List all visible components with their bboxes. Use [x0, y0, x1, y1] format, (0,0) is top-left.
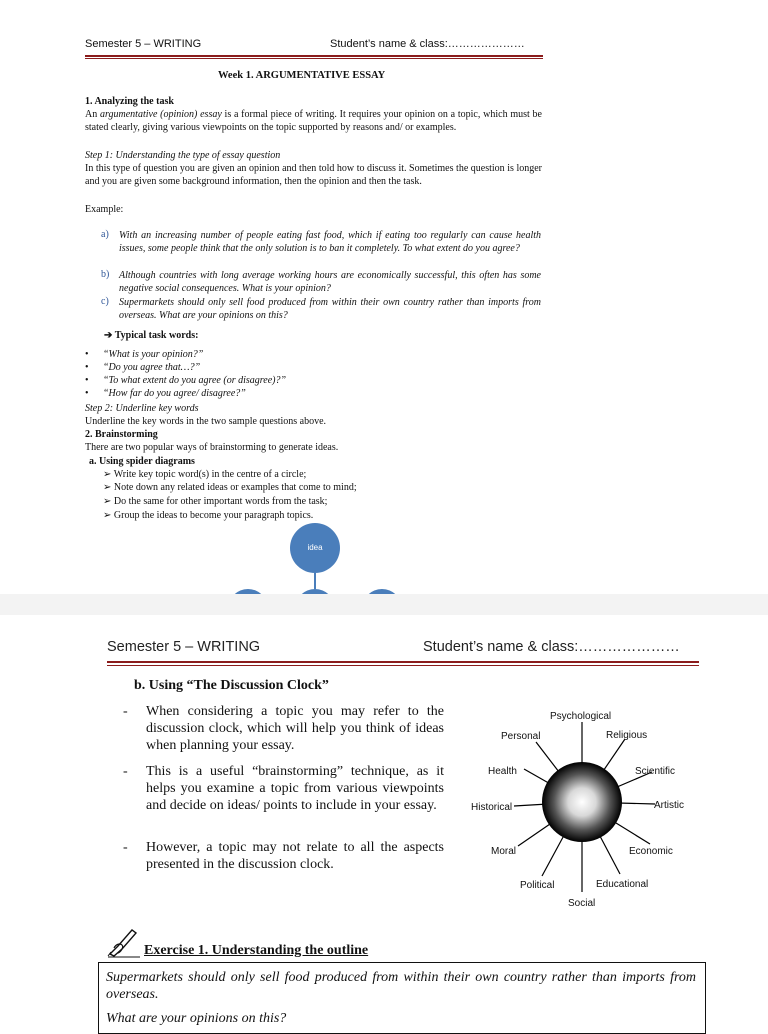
- clock-label: Social: [568, 898, 596, 909]
- exercise-question: What are your opinions on this?: [106, 1011, 287, 1026]
- dash-bullet: -: [123, 704, 128, 719]
- spider-step: [103, 509, 313, 522]
- arrow-bullet-icon: ➢: [103, 496, 112, 507]
- heading-b: b. Using “The Discussion Clock”: [134, 678, 329, 693]
- page2-header: [107, 639, 699, 655]
- bullet: •: [85, 375, 89, 386]
- bullet: •: [85, 388, 89, 399]
- header-rule-thin: [107, 665, 699, 666]
- dash-bullet: -: [123, 764, 128, 779]
- clock-centre: [542, 762, 622, 842]
- sub-heading-a: a. Using spider diagrams: [89, 456, 195, 467]
- writing-hand-icon: [106, 926, 142, 958]
- task-word-text: “Do you agree that…?”: [103, 362, 201, 373]
- discussion-clock-diagram: [470, 704, 695, 912]
- clock-point: When considering a topic you may refer to the discussion clock, which will help you think of ideas when planning your essay.: [146, 704, 444, 753]
- example-letter: b): [101, 269, 110, 280]
- spider-step-text: Group the ideas to become your paragraph topics.: [113, 510, 314, 521]
- clock-label: Religious: [606, 730, 648, 741]
- spider-step: [103, 481, 357, 494]
- header-right: Student’s name & class:…………………: [330, 38, 525, 50]
- page1-header: [85, 38, 543, 50]
- clock-label: Educational: [596, 879, 649, 890]
- example-letter: a): [101, 229, 109, 240]
- clock-label: Moral: [491, 846, 517, 857]
- clock-point: This is a useful “brainstorming” technique, as it helps you examine a topic from various viewpoints and decide on ideas/ points to include in your essay.: [146, 764, 444, 813]
- clock-label: Personal: [501, 731, 541, 742]
- step-2-heading: Step 2: Underline key words: [85, 403, 199, 414]
- clock-label: Historical: [471, 802, 513, 813]
- spider-step: [103, 495, 327, 508]
- task-word-text: “What is your opinion?”: [103, 349, 204, 360]
- header-right: Student’s name & class:…………………: [423, 639, 680, 655]
- clock-label: Scientific: [635, 766, 676, 777]
- spider-child-node: [295, 589, 335, 594]
- section-2-heading: 2. Brainstorming: [85, 429, 158, 440]
- arrow-bullet-icon: ➢: [103, 482, 112, 493]
- spider-step-text: Note down any related ideas or examples that come to mind;: [113, 482, 357, 493]
- exercise-statement: Supermarkets should only sell food produced from within their own country rather than imports from overseas.: [106, 970, 696, 1002]
- spider-centre-label: idea: [307, 543, 323, 552]
- header-left: Semester 5 – WRITING: [85, 38, 202, 50]
- clock-label: Artistic: [654, 800, 684, 811]
- spider-connector: [314, 573, 316, 589]
- bullet: •: [85, 362, 89, 373]
- section-2-text: There are two popular ways of brainstorming to generate ideas.: [85, 442, 339, 453]
- task-word-text: “How far do you agree/ disagree?”: [103, 388, 246, 399]
- spider-step: [103, 468, 306, 481]
- example-text: Although countries with long average working hours are economically successful, this often has some negative social consequences. What is your opinion?: [119, 270, 541, 295]
- page-gap: [0, 594, 768, 615]
- spider-step-text: Do the same for other important words from the task;: [113, 496, 328, 507]
- dash-bullet: -: [123, 840, 128, 855]
- clock-point: However, a topic may not relate to all the aspects presented in the discussion clock.: [146, 840, 444, 872]
- arrow-bullet-icon: ➢: [103, 469, 112, 480]
- spider-child-node: [228, 589, 268, 594]
- intro-text-b: is a formal piece of writing. It requires your opinion on a topic, which must be stated clearly, giving various viewpoints on the topic supported by reasons and/ or examples.: [85, 109, 542, 134]
- example-text: With an increasing number of people eating fast food, which if eating too regularly can cause health issues, some people think that the only solution is to ban it completely. To what extent do you agree?: [119, 230, 541, 255]
- example-label: Example:: [85, 204, 124, 215]
- task-words-heading: ➔ Typical task words:: [104, 330, 199, 341]
- task-word-text: “To what extent do you agree (or disagree)?”: [103, 375, 287, 386]
- example-letter: c): [101, 296, 109, 307]
- spider-step-text: Write key topic word(s) in the centre of a circle;: [113, 469, 307, 480]
- header-rule: [85, 55, 543, 57]
- page-title: Week 1. ARGUMENTATIVE ESSAY: [218, 70, 386, 81]
- header-left: Semester 5 – WRITING: [107, 639, 261, 655]
- header-rule-thin: [85, 58, 543, 59]
- spider-child-nodes: [228, 589, 402, 594]
- step-2-text: Underline the key words in the two sample questions above.: [85, 416, 327, 427]
- example-text: Supermarkets should only sell food produced from within their own country rather than imports from overseas. What are your opinions on this?: [119, 297, 541, 322]
- intro-text-a: An: [85, 109, 100, 120]
- spider-child-node: [362, 589, 402, 594]
- clock-label: Economic: [629, 846, 673, 857]
- bullet: •: [85, 349, 89, 360]
- step-1-text: In this type of question you are given an opinion and then told how to discuss it. Sometimes the question is longer and you are given some background information, then the opinion and then the task.: [85, 163, 542, 188]
- clock-label: Psychological: [550, 711, 612, 722]
- intro-term: argumentative (opinion) essay: [99, 109, 222, 120]
- arrow-bullet-icon: ➢: [103, 510, 112, 521]
- section-1-heading: 1. Analyzing the task: [85, 96, 174, 107]
- exercise-heading: Exercise 1. Understanding the outline: [144, 943, 369, 958]
- intro-paragraph: [85, 108, 542, 135]
- clock-label: Political: [520, 880, 555, 891]
- clock-label: Health: [488, 766, 517, 777]
- header-rule: [107, 661, 699, 663]
- step-1-heading: Step 1: Understanding the type of essay question: [85, 150, 281, 161]
